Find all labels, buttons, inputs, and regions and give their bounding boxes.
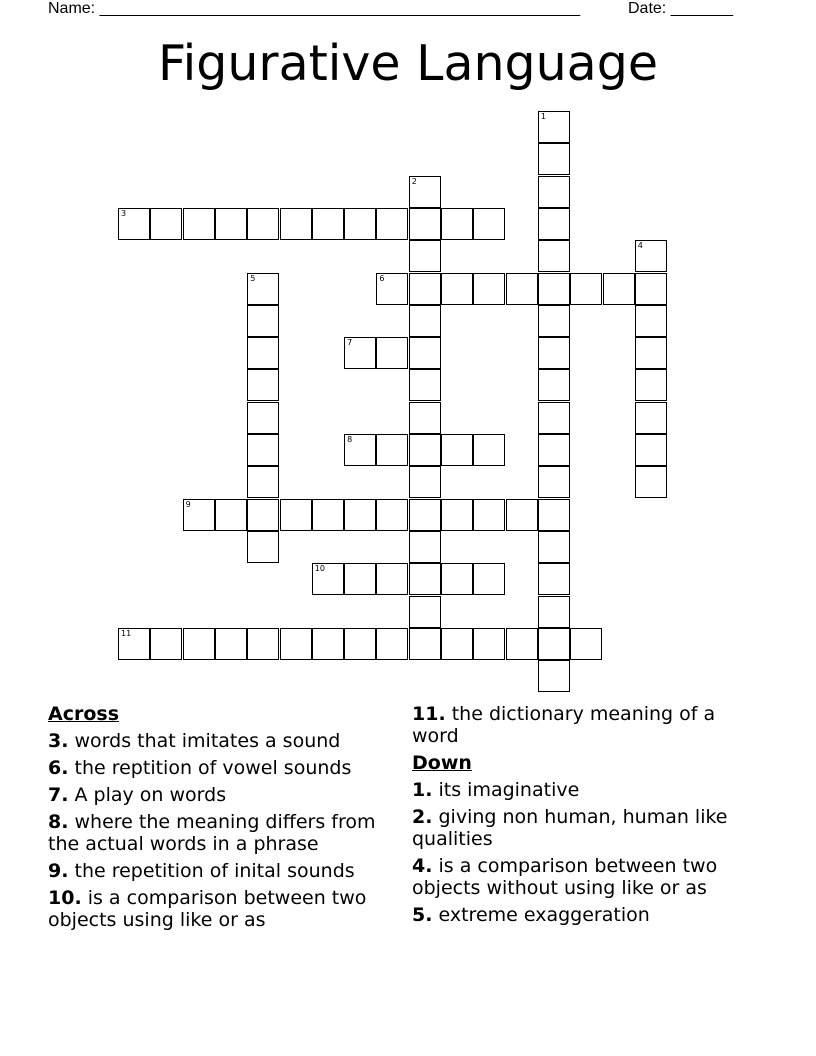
crossword-cell[interactable]: [441, 434, 473, 466]
crossword-cell[interactable]: [376, 434, 408, 466]
crossword-cell[interactable]: [538, 628, 570, 660]
crossword-cell[interactable]: [538, 499, 570, 531]
crossword-cell[interactable]: [538, 143, 570, 175]
crossword-cell[interactable]: [344, 434, 376, 466]
crossword-cell[interactable]: [409, 305, 441, 337]
clue-across-11: 11. the dictionary meaning of a word: [412, 703, 716, 747]
crossword-cell[interactable]: [409, 337, 441, 369]
crossword-cell[interactable]: [635, 337, 667, 369]
crossword-cell[interactable]: [247, 466, 279, 498]
crossword-cell[interactable]: [473, 499, 505, 531]
crossword-cell[interactable]: [635, 434, 667, 466]
crossword-cell[interactable]: [247, 273, 279, 305]
crossword-cell[interactable]: [409, 596, 441, 628]
crossword-cell[interactable]: [506, 628, 538, 660]
crossword-cell[interactable]: [312, 499, 344, 531]
crossword-cell[interactable]: [603, 273, 635, 305]
crossword-cell[interactable]: [538, 402, 570, 434]
across-heading: Across: [48, 703, 120, 725]
crossword-cell[interactable]: [409, 273, 441, 305]
clue-number-label: 9: [185, 499, 191, 509]
crossword-cell[interactable]: [409, 466, 441, 498]
crossword-cell[interactable]: [473, 273, 505, 305]
crossword-cell[interactable]: [247, 434, 279, 466]
crossword-cell[interactable]: [280, 628, 312, 660]
clue-number-label: 5: [250, 273, 256, 283]
crossword-cell[interactable]: [280, 208, 312, 240]
crossword-cell[interactable]: [312, 208, 344, 240]
clue-across-3: 3. words that imitates a sound: [48, 730, 341, 752]
clue-across-8: 8. where the meaning differs from the actual words in a phrase: [48, 811, 376, 855]
crossword-cell[interactable]: [247, 628, 279, 660]
crossword-cell[interactable]: [183, 208, 215, 240]
clue-number-label: 3: [121, 208, 127, 218]
crossword-cell[interactable]: [409, 531, 441, 563]
crossword-cell[interactable]: [473, 628, 505, 660]
crossword-cell[interactable]: [635, 273, 667, 305]
crossword-cell[interactable]: [376, 273, 408, 305]
crossword-cell[interactable]: [538, 337, 570, 369]
name-field: Name: ______________________________________________________: [48, 0, 581, 17]
crossword-cell[interactable]: [570, 628, 602, 660]
crossword-cell[interactable]: [635, 402, 667, 434]
crossword-cell[interactable]: [247, 208, 279, 240]
crossword-cell[interactable]: [247, 402, 279, 434]
crossword-cell[interactable]: [409, 402, 441, 434]
clue-number-label: 10: [314, 564, 325, 574]
crossword-cell[interactable]: [506, 499, 538, 531]
crossword-cell[interactable]: [538, 434, 570, 466]
crossword-cell[interactable]: [538, 369, 570, 401]
crossword-cell[interactable]: [376, 208, 408, 240]
down-heading: Down: [412, 752, 472, 774]
crossword-cell[interactable]: [215, 628, 247, 660]
crossword-cell[interactable]: [635, 305, 667, 337]
crossword-cell[interactable]: [538, 563, 570, 595]
crossword-cell[interactable]: [344, 628, 376, 660]
clue-number-label: 4: [637, 241, 643, 251]
crossword-cell[interactable]: [635, 240, 667, 272]
crossword-cell[interactable]: [344, 337, 376, 369]
clue-down-1: 1. its imaginative: [412, 779, 580, 801]
crossword-cell[interactable]: [183, 628, 215, 660]
crossword-cell[interactable]: [538, 240, 570, 272]
crossword-cell[interactable]: [118, 628, 150, 660]
date-field: Date: _______: [628, 0, 733, 17]
crossword-cell[interactable]: [506, 273, 538, 305]
crossword-cell[interactable]: [344, 499, 376, 531]
crossword-cell[interactable]: [247, 531, 279, 563]
crossword-cell[interactable]: [473, 434, 505, 466]
crossword-cell[interactable]: [280, 499, 312, 531]
crossword-cell[interactable]: [538, 111, 570, 143]
clue-across-7: 7. A play on words: [48, 784, 227, 806]
crossword-cell[interactable]: [150, 208, 182, 240]
crossword-cell[interactable]: [312, 628, 344, 660]
crossword-cell[interactable]: [570, 273, 602, 305]
clue-down-5: 5. extreme exaggeration: [412, 904, 650, 926]
crossword-cell[interactable]: [441, 273, 473, 305]
crossword-cell[interactable]: [247, 369, 279, 401]
crossword-cell[interactable]: [538, 466, 570, 498]
crossword-cell[interactable]: [441, 628, 473, 660]
crossword-cell[interactable]: [409, 499, 441, 531]
crossword-cell[interactable]: [376, 499, 408, 531]
crossword-cell[interactable]: [473, 563, 505, 595]
crossword-cell[interactable]: [409, 208, 441, 240]
crossword-cell[interactable]: [409, 434, 441, 466]
crossword-cell[interactable]: [409, 240, 441, 272]
crossword-cell[interactable]: [538, 208, 570, 240]
clue-across-9: 9. the repetition of inital sounds: [48, 860, 355, 882]
crossword-cell[interactable]: [538, 596, 570, 628]
crossword-cell[interactable]: [409, 369, 441, 401]
clue-number-label: 6: [379, 273, 385, 283]
crossword-cell[interactable]: [538, 273, 570, 305]
clue-number-label: 1: [540, 112, 546, 121]
crossword-cell[interactable]: [376, 337, 408, 369]
crossword-cell[interactable]: [441, 499, 473, 531]
clue-down-2: 2. giving non human, human like qualities: [412, 806, 728, 850]
clue-number-label: 2: [411, 176, 417, 186]
crossword-cell[interactable]: [441, 208, 473, 240]
crossword-cell[interactable]: [247, 337, 279, 369]
crossword-cell[interactable]: [215, 499, 247, 531]
crossword-cell[interactable]: [376, 563, 408, 595]
crossword-cell[interactable]: [409, 628, 441, 660]
crossword-cell[interactable]: [473, 208, 505, 240]
crossword-cell[interactable]: [376, 628, 408, 660]
crossword-cell[interactable]: [409, 563, 441, 595]
crossword-cell[interactable]: [247, 499, 279, 531]
page-title: Figurative Language: [158, 35, 658, 92]
crossword-cell[interactable]: [118, 208, 150, 240]
crossword-cell[interactable]: [215, 208, 247, 240]
crossword-cell[interactable]: [538, 305, 570, 337]
crossword-cell[interactable]: [344, 563, 376, 595]
crossword-cell[interactable]: [247, 305, 279, 337]
crossword-cell[interactable]: [441, 563, 473, 595]
clue-number-label: 7: [347, 338, 353, 348]
crossword-cell[interactable]: [409, 176, 441, 208]
crossword-cell[interactable]: [538, 531, 570, 563]
crossword-cell[interactable]: [344, 208, 376, 240]
clues-right-column: [412, 703, 762, 931]
clue-down-4: 4. is a comparison between two objects without using like or as: [412, 855, 718, 899]
clue-number-label: 11: [121, 628, 132, 638]
crossword-cell[interactable]: [635, 466, 667, 498]
crossword-cell[interactable]: [635, 369, 667, 401]
crossword-cell[interactable]: [183, 499, 215, 531]
crossword-cell[interactable]: [538, 176, 570, 208]
clue-number-label: 8: [347, 435, 353, 444]
crossword-cell[interactable]: [538, 660, 570, 692]
crossword-cell[interactable]: [312, 563, 344, 595]
clues-left-column: [48, 703, 408, 936]
clue-across-10: 10. is a comparison between two objects using like or as: [48, 887, 367, 931]
clue-across-6: 6. the reptition of vowel sounds: [48, 757, 352, 779]
crossword-cell[interactable]: [150, 628, 182, 660]
